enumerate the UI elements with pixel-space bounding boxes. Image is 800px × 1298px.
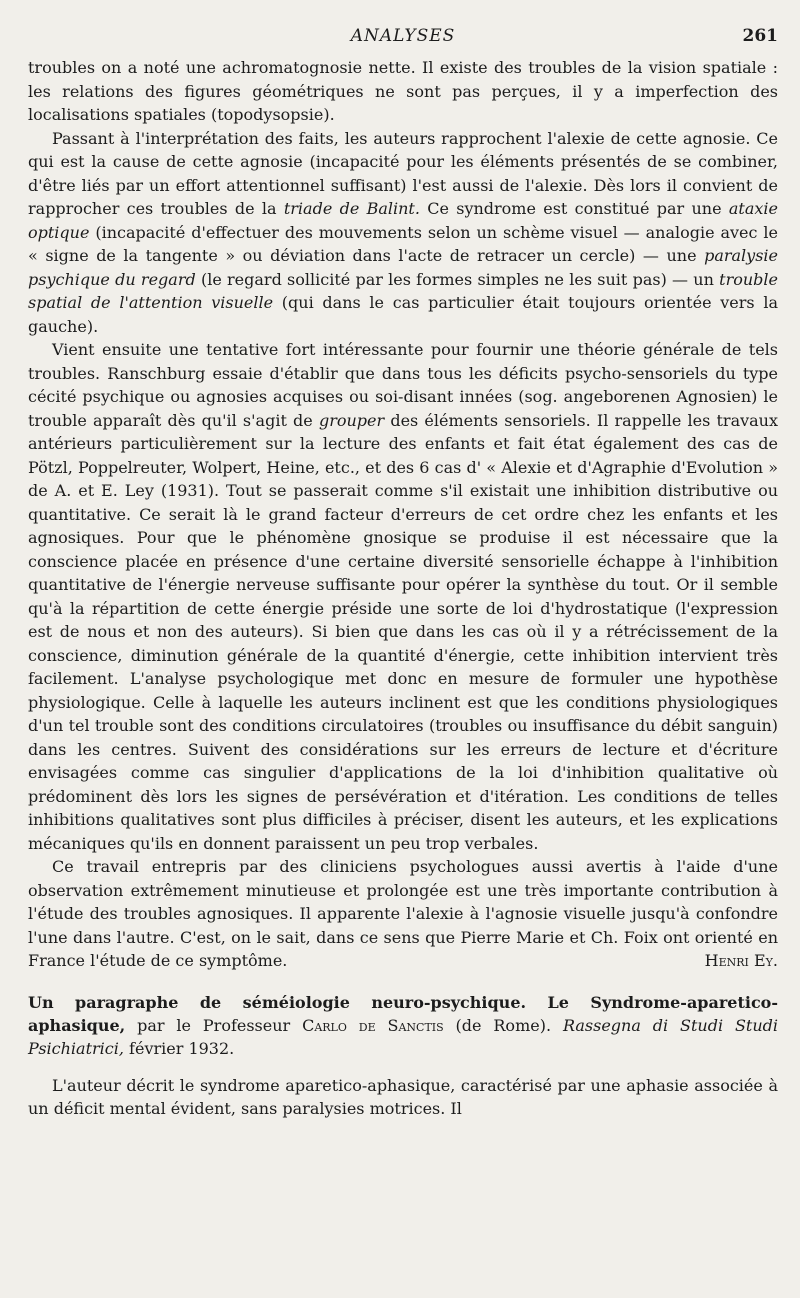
paragraph-text: Vient ensuite une tentative fort intéressante pour fournir une théorie générale de tels troubles. Ranschburg essaie d'établir que dans tous les déficits psycho-sensoriels du type cécité psychique ou agnosies acquises ou soi-disant innées (sog. angeborenen Agnosien) le trouble apparaît dès qu'il s'agit de	[28, 340, 778, 430]
page	[28, 26, 778, 1121]
page-header	[28, 26, 778, 56]
emphasis: grouper	[318, 410, 385, 430]
emphasis: paralysie psychique du regard	[28, 246, 778, 289]
paragraph-text: (le regard sollicité par les formes simples ne les suit pas) — un	[200, 269, 714, 289]
entry-body	[28, 1074, 778, 1121]
paragraph-text: Passant à l'interprétation des faits, les auteurs rapprochent l'alexie de cette agnosie. Ce qui est la cause de cette agnosie (incapacité pour les éléments présentés de se combiner, d'être liés par un effort attentionnel suffisant) l'est aussi de l'alexie. Dès lors il convient de rapprocher ces troubles de la	[28, 128, 778, 218]
page-number: 261	[742, 26, 778, 46]
paragraph	[28, 56, 778, 127]
running-head: ANALYSES	[350, 26, 456, 46]
entry-author: Carlo de Sanctis	[302, 1015, 444, 1035]
paragraph-text: Ce travail entrepris par des cliniciens psychologues aussi avertis à l'aide d'une observation extrêmement minutieuse et prolongée est une très importante contribution à l'étude des troubles agnosiques. Il apparente l'alexie à l'agnosie visuelle jusqu'à confondre l'une dans l'autre. C'est, on le sait, dans ce sens que Pierre Marie et Ch. Foix ont orienté en France l'étude de ce symptôme.	[28, 857, 778, 970]
paragraph-text: des éléments sensoriels. Il rappelle les travaux antérieurs particulièrement sur la lecture des enfants et fait état également des cas de Pötzl, Poppelreuter, Wolpert, Heine, etc., et des 6 cas d' « Alexie et d'Agraphie d'Evolution » de A. et E. Ley (1931). Tout se passerait comme s'il existait une inhibition distributive ou quantitative. Ce serait là le grand facteur d'erreurs de cet ordre chez les enfants et les agnosiques. Pour que le phénomène gnosique se produise il est nécessaire que la conscience placée en présence d'une certaine diversité sensorielle échappe à l'inhibition quantitative de l'énergie nerveuse suffisante pour opérer la synthèse du tout. Or il semble qu'à la répartition de cette énergie préside une sorte de loi d'hydrostatique (l'expression est de nous et non des auteurs). Si bien que dans les cas où il y a rétrécissement de la conscience, diminution générale de la quantité d'énergie, cette inhibition intervient très facilement. L'analyse psychologique met donc en mesure de formuler une hypothèse physiologique. Celle à laquelle les auteurs inclinent est que les conditions physiologiques d'un tel trouble sont des conditions circulatoires (troubles ou insuffisance du débit sanguin) dans les centres. Suivent des considérations sur les erreurs de lecture et d'écriture envisagées comme cas singulier d'applications de la loi d'inhibition qualitative où prédominent dès lors les signes de persévération et d'itération. Les conditions de telles inhibitions qualitatives sont plus difficiles à préciser, disent les auteurs, et les explications mécaniques qu'ils en donnent paraissent un peu trop verbales.	[28, 410, 779, 853]
entry-by: par le Professeur	[137, 1015, 291, 1035]
paragraph-text: troubles on a noté une achromatognosie nette. Il existe des troubles de la vision spatiale : les relations des figures géométriques ne sont pas perçues, il y a imperfection des localisations spatiales (topodysopsie).	[28, 58, 778, 124]
article-body	[28, 56, 778, 973]
paragraph-text: (qui dans le cas particulier était toujours orientée vers la gauche).	[28, 293, 778, 336]
review-entry-title	[28, 991, 778, 1060]
entry-title-text: Un paragraphe de séméiologie neuro-psychique. Le Syndrome-aparetico-aphasique,	[28, 992, 778, 1035]
entry-journal: Rassegna di Studi Studi Psichiatrici,	[28, 1015, 778, 1058]
paragraph-text: Ce syndrome est constitué par une	[427, 199, 722, 218]
entry-date: février 1932.	[129, 1038, 235, 1058]
emphasis: trouble spatial de l'attention visuelle	[28, 269, 778, 312]
paragraph	[28, 338, 778, 855]
emphasis: ataxie optique	[28, 199, 778, 242]
author-signature: Henri Ey.	[704, 951, 778, 970]
paragraph-text: (incapacité d'effectuer des mouvements selon un schème visuel — analogie avec le « signe de la tangente » ou déviation dans l'acte de retracer un cercle) — une	[28, 222, 778, 265]
paragraph	[28, 127, 778, 339]
entry-origin: (de Rome).	[455, 1015, 552, 1035]
emphasis: triade de Balint.	[283, 199, 420, 218]
paragraph: L'auteur décrit le syndrome aparetico-aphasique, caractérisé par une aphasie associée à un déficit mental évident, sans paralysies motrices. Il	[28, 1075, 778, 1118]
